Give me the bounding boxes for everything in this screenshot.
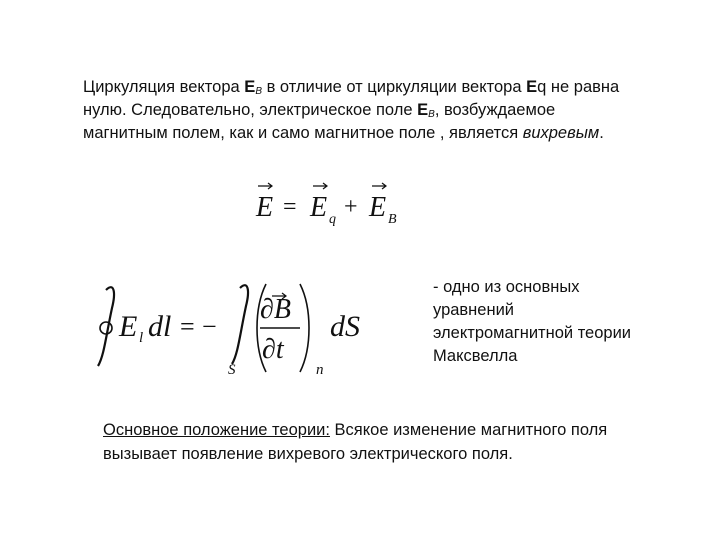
eq2-dt: ∂t bbox=[262, 334, 284, 365]
intro-text-2: в отличие от циркуляции вектора bbox=[261, 78, 527, 96]
eq1-plus: + bbox=[344, 194, 358, 220]
principle-label: Основное положение теории: bbox=[103, 421, 330, 439]
eq2-sub-s: S bbox=[228, 362, 236, 378]
intro-text-1: Циркуляция вектора bbox=[83, 78, 245, 96]
eq2-sub-n: n bbox=[316, 362, 324, 378]
eq2-ds: dS bbox=[330, 310, 360, 343]
vortex-term: вихревым bbox=[522, 124, 600, 142]
principle-paragraph bbox=[103, 418, 663, 466]
eq-vector-symbol: E bbox=[526, 78, 538, 96]
maxwell-equation bbox=[94, 278, 394, 378]
eq2-dB: ∂B bbox=[260, 294, 291, 325]
eq2-minus: − bbox=[202, 312, 217, 341]
e-vector-symbol-2: E bbox=[417, 101, 429, 119]
contour-circle-icon bbox=[100, 322, 112, 334]
vector-arrow bbox=[258, 183, 386, 189]
intro-text-3: q не равна нулю. Следовательно, электрическое поле bbox=[83, 78, 620, 119]
surface-integral-icon bbox=[232, 285, 248, 364]
e-vector-symbol: E bbox=[244, 78, 256, 96]
field-sum-equation bbox=[248, 178, 418, 228]
intro-text-4: , возбуждаемое магнитным полем, как и само магнитное поле , является bbox=[83, 101, 556, 142]
eq2-e: E bbox=[119, 310, 138, 343]
eq1-e: E bbox=[256, 192, 274, 223]
eq1-sub-b: B bbox=[388, 212, 397, 227]
right-paren bbox=[300, 284, 309, 372]
intro-paragraph bbox=[83, 76, 643, 145]
intro-text-5: . bbox=[599, 124, 604, 142]
eq2-dl: dl bbox=[148, 310, 172, 343]
eq1-eb: E bbox=[369, 192, 387, 223]
maxwell-note: - одно из основных уравнений электромагнитной теории Максвелла bbox=[433, 278, 632, 365]
principle-text: Всякое изменение магнитного поля вызывает появление вихревого электрического поля. bbox=[103, 421, 608, 463]
e-vector-subscript: B bbox=[255, 86, 262, 97]
eq1-sub-q: q bbox=[329, 212, 336, 227]
eq1-equals: = bbox=[283, 194, 297, 220]
eq1-eq: E bbox=[310, 192, 328, 223]
eq2-equals: = bbox=[180, 312, 195, 341]
eq2-sub-l: l bbox=[139, 330, 144, 346]
e-vector-subscript-2: B bbox=[428, 109, 435, 120]
